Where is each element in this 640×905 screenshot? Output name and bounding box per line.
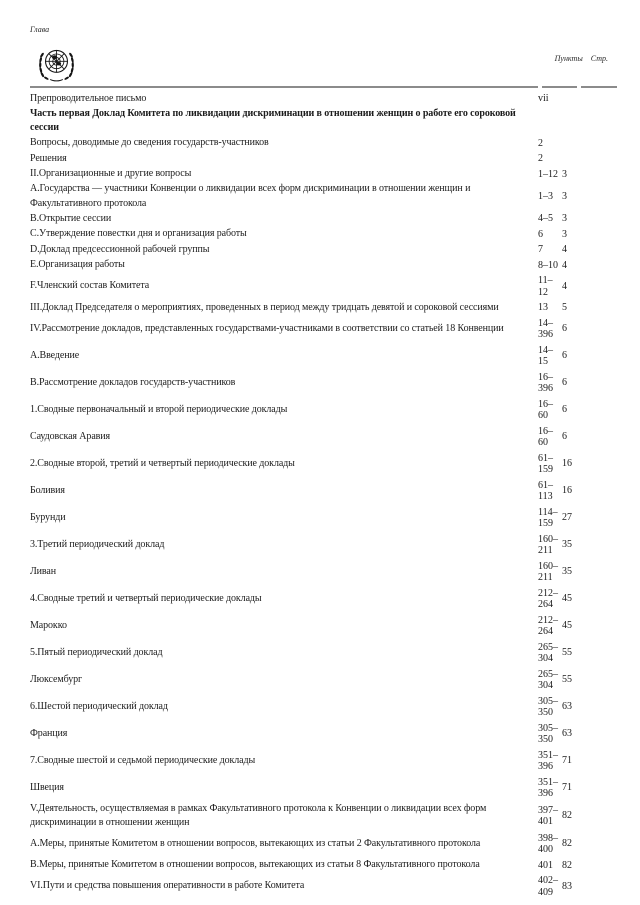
header-rule-main xyxy=(30,86,538,88)
toc-row xyxy=(30,451,624,478)
header-rule-paragraphs-col xyxy=(542,86,577,88)
toc-entry-title: B.Меры, принятые Комитетом в отношении вопросов, вытекающих из статьи 8 Факультативного протокола xyxy=(30,859,480,870)
toc-entry-page: 82 xyxy=(562,810,572,822)
toc-entry-title: Швеция xyxy=(30,781,64,793)
toc-row xyxy=(30,136,624,152)
toc-entry-title: Решения xyxy=(30,152,67,164)
toc-entry-paragraphs: 397– 401 xyxy=(538,804,558,827)
toc-entry-page: 71 xyxy=(562,755,572,767)
toc-entry-paragraphs: 1–12 xyxy=(538,168,558,180)
toc-entry-title: F.Членский состав Комитета xyxy=(30,280,150,292)
toc-entry-title: B.Рассмотрение докладов государств-участников xyxy=(30,376,236,388)
toc-row xyxy=(30,775,624,802)
toc-entry-title: A.Меры, принятые Комитетом в отношении вопросов, вытекающих из статьи 2 Факультативного протокола xyxy=(30,837,481,849)
toc-row xyxy=(30,91,624,107)
toc-row xyxy=(30,505,624,532)
toc-entry-title: 6.Шестой периодический доклад xyxy=(30,700,168,712)
toc-entry-page: 63 xyxy=(562,728,572,740)
toc-entry-page: 27 xyxy=(562,512,572,524)
toc-row xyxy=(30,424,624,451)
toc-entry-page: 83 xyxy=(562,880,572,892)
paragraphs-column-header: Пункты xyxy=(554,54,583,63)
toc-entry-title: Часть первая Доклад Комитета по ликвидации дискриминации в отношении женщин о работе его сороковой сессии xyxy=(30,107,516,133)
toc-row xyxy=(30,242,624,258)
toc-entry-paragraphs: 305– 350 xyxy=(538,695,558,718)
toc-entry-page: 3 xyxy=(562,228,567,240)
toc-entry-paragraphs: 2 xyxy=(538,137,543,149)
toc-row xyxy=(30,831,624,858)
toc-entry-page: 45 xyxy=(562,620,572,632)
toc-entry-paragraphs: 16– 60 xyxy=(538,425,553,448)
toc-row xyxy=(30,873,624,900)
toc-entry-title: 7.Сводные шестой и седьмой периодические доклады xyxy=(30,754,256,766)
toc-entry-title: III.Доклад Председателя о мероприятиях, проведенных в период между тридцать девятой и сороковой сессиями xyxy=(30,301,499,313)
toc-entry-page: 4 xyxy=(562,280,567,292)
toc-row xyxy=(30,532,624,559)
toc-entry-title: 2.Сводные второй, третий и четвертый периодические доклады xyxy=(30,457,295,469)
toc-entry-paragraphs: 16– 60 xyxy=(538,398,553,421)
toc-entry-paragraphs: 398– 400 xyxy=(538,832,558,855)
toc-entry-page: 35 xyxy=(562,566,572,578)
toc-entry-paragraphs: 61– 159 xyxy=(538,452,553,475)
toc-entry-title: Ливан xyxy=(30,565,57,577)
toc-entry-page: 6 xyxy=(562,431,567,443)
toc-row xyxy=(30,167,624,183)
toc-entry-title: Франция xyxy=(30,727,68,739)
toc-entry-paragraphs: 8–10 xyxy=(538,259,558,271)
toc-row xyxy=(30,721,624,748)
header-rule-page-col xyxy=(581,86,617,88)
toc-row xyxy=(30,478,624,505)
toc-list xyxy=(30,91,624,900)
toc-entry-page: 63 xyxy=(562,701,572,713)
toc-entry-page: 82 xyxy=(562,838,572,850)
toc-entry-page: 4 xyxy=(562,259,567,271)
toc-row xyxy=(30,370,624,397)
toc-row xyxy=(30,586,624,613)
toc-row xyxy=(30,640,624,667)
toc-entry-title: C.Утверждение повестки дня и организация работы xyxy=(30,228,247,239)
toc-entry-title: 4.Сводные третий и четвертый периодические доклады xyxy=(30,592,262,604)
toc-row xyxy=(30,316,624,343)
toc-entry-title: Препроводительное письмо xyxy=(30,92,147,104)
toc-row xyxy=(30,182,624,211)
toc-entry-title: VI.Пути и средства повышения оперативности в работе Комитета xyxy=(30,880,305,892)
toc-entry-title: Саудовская Аравия xyxy=(30,430,111,442)
toc-entry-title: Марокко xyxy=(30,619,67,631)
toc-entry-paragraphs: 13 xyxy=(538,302,548,313)
toc-entry-paragraphs: 14– 396 xyxy=(538,317,553,340)
page-column-header: Стр. xyxy=(590,54,608,63)
toc-entry-page: 6 xyxy=(562,404,567,416)
toc-row xyxy=(30,802,624,831)
toc-column-headers xyxy=(555,54,608,63)
toc-row xyxy=(30,151,624,167)
toc-row xyxy=(30,300,624,316)
toc-entry-page: 6 xyxy=(562,350,567,362)
toc-entry-paragraphs: 16– 396 xyxy=(538,371,553,394)
toc-entry-paragraphs: vii xyxy=(538,93,549,104)
toc-entry-paragraphs: 265– 304 xyxy=(538,641,558,664)
toc-entry-title: IV.Рассмотрение докладов, представленных государствами-участниками в соответствии со статьей 18 Конвенции xyxy=(30,322,504,334)
toc-row xyxy=(30,343,624,370)
toc-entry-paragraphs: 11– 12 xyxy=(538,275,553,298)
toc-entry-paragraphs: 402– 409 xyxy=(538,875,558,898)
toc-entry-title: 5.Пятый периодический доклад xyxy=(30,646,163,658)
toc-row xyxy=(30,613,624,640)
toc-entry-paragraphs: 160– 211 xyxy=(538,560,558,583)
toc-entry-paragraphs: 305– 350 xyxy=(538,722,558,745)
toc-entry-page: 45 xyxy=(562,593,572,605)
toc-entry-title: Бурунди xyxy=(30,511,66,523)
toc-row xyxy=(30,667,624,694)
toc-entry-page: 5 xyxy=(562,302,567,313)
toc-entry-page: 82 xyxy=(562,859,572,871)
toc-entry-title: B.Открытие сессии xyxy=(30,212,112,224)
toc-entry-paragraphs: 14– 15 xyxy=(538,344,553,367)
toc-entry-paragraphs: 212– 264 xyxy=(538,614,558,637)
toc-row xyxy=(30,258,624,274)
toc-entry-title: II.Организационные и другие вопросы xyxy=(30,168,192,179)
toc-entry-title: A.Введение xyxy=(30,349,80,361)
toc-entry-page: 55 xyxy=(562,674,572,686)
chapter-column-header: Глава xyxy=(30,25,50,34)
toc-entry-paragraphs: 1–3 xyxy=(538,190,553,202)
toc-entry-paragraphs: 2 xyxy=(538,153,543,164)
toc-entry-page: 3 xyxy=(562,190,567,202)
toc-entry-paragraphs: 114– 159 xyxy=(538,506,558,529)
toc-entry-paragraphs: 160– 211 xyxy=(538,533,558,556)
toc-entry-title: V.Деятельность, осуществляемая в рамках Факультативного протокола к Конвенции о ликвидации всех форм дискриминации в отношении женщин xyxy=(30,802,487,828)
toc-entry-page: 35 xyxy=(562,539,572,551)
toc-entry-page: 55 xyxy=(562,647,572,659)
toc-row xyxy=(30,397,624,424)
toc-entry-page: 71 xyxy=(562,782,572,794)
toc-entry-page: 3 xyxy=(562,168,567,180)
toc-row xyxy=(30,227,624,243)
toc-entry-paragraphs: 351– 396 xyxy=(538,749,558,772)
toc-entry-page: 16 xyxy=(562,458,572,470)
toc-entry-page: 3 xyxy=(562,213,567,224)
toc-entry-title: 3.Третий периодический доклад xyxy=(30,538,165,550)
toc-entry-title: Вопросы, доводимые до сведения государств-участников xyxy=(30,137,269,148)
toc-entry-title: A.Государства — участники Конвенции о ликвидации всех форм дискриминации в отношении женщин и Факультативного протокола xyxy=(30,183,471,209)
toc-row xyxy=(30,107,624,136)
toc-row xyxy=(30,273,624,300)
toc-entry-page: 6 xyxy=(562,377,567,389)
toc-entry-paragraphs: 401 xyxy=(538,859,553,871)
toc-entry-paragraphs: 6 xyxy=(538,228,543,240)
toc-entry-title: 1.Сводные первоначальный и второй периодические доклады xyxy=(30,403,288,415)
toc-entry-page: 4 xyxy=(562,244,567,255)
toc-entry-paragraphs: 7 xyxy=(538,244,543,255)
toc-row xyxy=(30,858,624,874)
toc-row xyxy=(30,211,624,227)
toc-entry-page: 16 xyxy=(562,485,572,497)
toc-entry-title: E.Организация работы xyxy=(30,259,125,270)
toc-entry-paragraphs: 212– 264 xyxy=(538,587,558,610)
toc-entry-paragraphs: 4–5 xyxy=(538,213,553,224)
toc-entry-page: 6 xyxy=(562,323,567,335)
toc-row xyxy=(30,694,624,721)
toc-entry-paragraphs: 351– 396 xyxy=(538,776,558,799)
toc-entry-title: Люксембург xyxy=(30,673,82,685)
toc-entry-paragraphs: 61– 113 xyxy=(538,479,553,502)
toc-row xyxy=(30,748,624,775)
toc-entry-paragraphs: 265– 304 xyxy=(538,668,558,691)
toc-entry-title: D.Доклад предсессионной рабочей группы xyxy=(30,243,210,255)
toc-entry-title: Боливия xyxy=(30,484,65,496)
toc-row xyxy=(30,559,624,586)
